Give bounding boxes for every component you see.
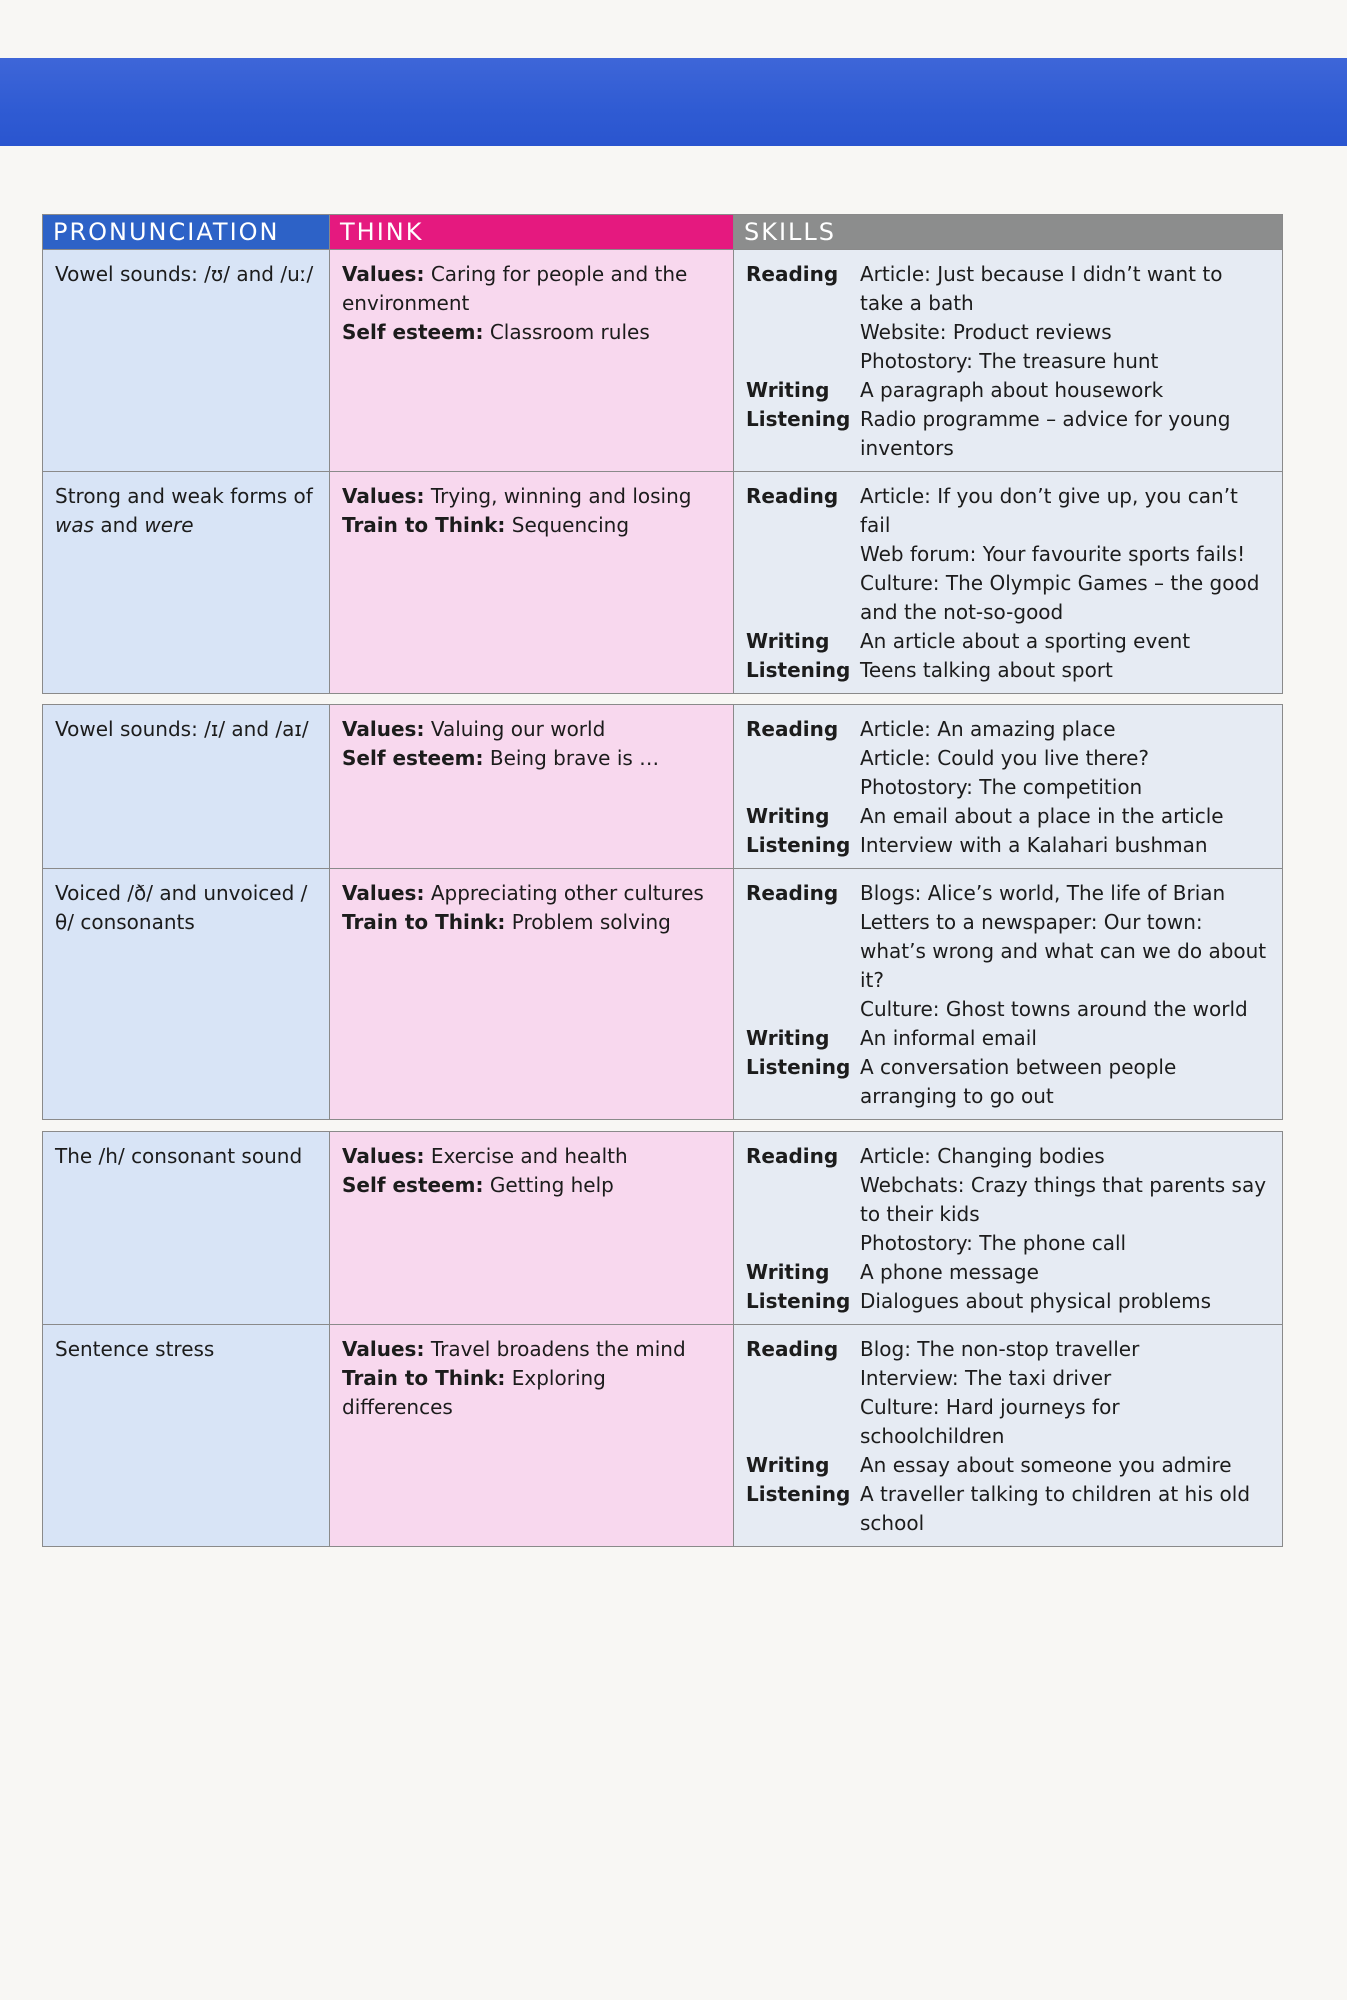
skill-label: Reading bbox=[746, 1144, 839, 1168]
skill-item: A phone message bbox=[860, 1260, 1039, 1284]
skill-label: Reading bbox=[746, 484, 839, 508]
think-label: Values: bbox=[342, 717, 425, 741]
pronunciation-emphasis: was bbox=[55, 513, 95, 537]
skill-item: Photostory: The treasure hunt bbox=[860, 349, 1159, 373]
think-label: Values: bbox=[342, 484, 425, 508]
skill-label: Reading bbox=[746, 717, 839, 741]
skill-item: Article: An amazing place bbox=[860, 717, 1116, 741]
skill-label: Listening bbox=[746, 833, 851, 857]
think-line bbox=[342, 744, 721, 773]
table-row bbox=[43, 1132, 1283, 1325]
think-line bbox=[342, 715, 721, 744]
skill-item: Photostory: The phone call bbox=[860, 1231, 1127, 1255]
skill-item: Webchats: Crazy things that parents say to their kids bbox=[860, 1173, 1267, 1226]
skill-label: Listening bbox=[746, 1482, 851, 1506]
pronunciation-text: Voiced /ð/ and unvoiced /θ/ consonants bbox=[55, 881, 308, 934]
think-label: Self esteem: bbox=[342, 320, 484, 344]
think-line bbox=[342, 511, 721, 540]
think-text: Sequencing bbox=[511, 513, 630, 537]
skill-row-listening bbox=[746, 405, 1270, 463]
skills-cell bbox=[734, 869, 1283, 1120]
skill-label: Reading bbox=[746, 881, 839, 905]
skill-label: Writing bbox=[746, 378, 830, 402]
skill-label: Listening bbox=[746, 658, 851, 682]
table-row bbox=[43, 250, 1283, 472]
think-text: Being brave is … bbox=[489, 746, 660, 770]
think-line bbox=[342, 1364, 721, 1422]
skill-item: An article about a sporting event bbox=[860, 629, 1191, 653]
think-label: Self esteem: bbox=[342, 1173, 484, 1197]
skill-item: Article: Changing bodies bbox=[860, 1144, 1105, 1168]
skill-row-reading bbox=[746, 1142, 1270, 1258]
skill-item: Blog: The non-stop traveller bbox=[860, 1337, 1140, 1361]
think-text: Trying, winning and losing bbox=[430, 484, 692, 508]
pronunciation-cell bbox=[43, 1325, 330, 1547]
skill-item: An email about a place in the article bbox=[860, 804, 1224, 828]
pronunciation-text: Vowel sounds: /ʊ/ and /uː/ bbox=[55, 262, 314, 286]
think-cell bbox=[330, 250, 734, 472]
think-line bbox=[342, 1142, 721, 1171]
pronunciation-text: The /h/ consonant sound bbox=[55, 1144, 303, 1168]
think-label: Self esteem: bbox=[342, 746, 484, 770]
skill-item: Blogs: Alice’s world, The life of Brian bbox=[860, 881, 1226, 905]
skill-label: Writing bbox=[746, 1026, 830, 1050]
think-label: Values: bbox=[342, 262, 425, 286]
think-label: Values: bbox=[342, 881, 425, 905]
think-cell bbox=[330, 1325, 734, 1547]
skill-item: Teens talking about sport bbox=[860, 658, 1113, 682]
skill-item: Web forum: Your favourite sports fails! bbox=[860, 542, 1246, 566]
header-skills: SKILLS bbox=[734, 215, 1283, 250]
pronunciation-cell bbox=[43, 1132, 330, 1325]
pronunciation-text: Sentence stress bbox=[55, 1337, 215, 1361]
skill-row-listening bbox=[746, 1480, 1270, 1538]
think-text: Problem solving bbox=[511, 910, 671, 934]
think-line bbox=[342, 318, 721, 347]
think-text: Valuing our world bbox=[430, 717, 606, 741]
think-text: Exercise and health bbox=[430, 1144, 628, 1168]
think-line bbox=[342, 908, 721, 937]
skill-row-reading bbox=[746, 482, 1270, 627]
header-band bbox=[0, 58, 1347, 146]
skill-label: Listening bbox=[746, 1289, 851, 1313]
skill-label: Listening bbox=[746, 407, 851, 431]
skill-item: Article: Could you live there? bbox=[860, 746, 1149, 770]
skill-label: Listening bbox=[746, 1055, 851, 1079]
think-text: Appreciating other cultures bbox=[430, 881, 704, 905]
pronunciation-cell bbox=[43, 869, 330, 1120]
skill-label: Writing bbox=[746, 1453, 830, 1477]
skill-item: A paragraph about housework bbox=[860, 378, 1164, 402]
skills-cell bbox=[734, 705, 1283, 869]
skill-label: Writing bbox=[746, 1260, 830, 1284]
skill-item: Website: Product reviews bbox=[860, 320, 1112, 344]
skill-item: Culture: Hard journeys for schoolchildren bbox=[860, 1395, 1120, 1448]
skill-item: An informal email bbox=[860, 1026, 1037, 1050]
skill-item: Interview with a Kalahari bushman bbox=[860, 833, 1208, 857]
think-line bbox=[342, 482, 721, 511]
think-line bbox=[342, 1335, 721, 1364]
skill-item: Photostory: The competition bbox=[860, 775, 1143, 799]
skill-item: Letters to a newspaper: Our town: what’s wrong and what can we do about it? bbox=[860, 910, 1267, 992]
table-row bbox=[43, 705, 1283, 869]
skill-label: Writing bbox=[746, 804, 830, 828]
skill-row-writing bbox=[746, 802, 1270, 831]
syllabus-table-block-2 bbox=[42, 704, 1282, 1120]
skill-label: Reading bbox=[746, 1337, 839, 1361]
skill-row-reading bbox=[746, 879, 1270, 1024]
skills-cell bbox=[734, 1325, 1283, 1547]
think-line bbox=[342, 1171, 721, 1200]
skill-row-listening bbox=[746, 1287, 1270, 1316]
skill-row-writing bbox=[746, 376, 1270, 405]
skill-row-listening bbox=[746, 1053, 1270, 1111]
skills-cell bbox=[734, 472, 1283, 694]
table-header-row bbox=[43, 215, 1283, 250]
skill-label: Writing bbox=[746, 629, 830, 653]
pronunciation-cell bbox=[43, 472, 330, 694]
skill-item: Culture: The Olympic Games – the good and the not-so-good bbox=[860, 571, 1260, 624]
syllabus-table-block-3 bbox=[42, 1131, 1282, 1547]
table-row bbox=[43, 869, 1283, 1120]
skill-row-writing bbox=[746, 1258, 1270, 1287]
think-cell bbox=[330, 705, 734, 869]
skill-row-reading bbox=[746, 1335, 1270, 1451]
think-label: Train to Think: bbox=[342, 1366, 506, 1390]
skills-cell bbox=[734, 250, 1283, 472]
skill-row-reading bbox=[746, 260, 1270, 376]
skills-cell bbox=[734, 1132, 1283, 1325]
skill-item: Interview: The taxi driver bbox=[860, 1366, 1112, 1390]
skill-row-reading bbox=[746, 715, 1270, 802]
skill-row-writing bbox=[746, 1024, 1270, 1053]
think-cell bbox=[330, 1132, 734, 1325]
skill-item: A traveller talking to children at his old school bbox=[860, 1482, 1251, 1535]
think-label: Train to Think: bbox=[342, 910, 506, 934]
skill-row-writing bbox=[746, 627, 1270, 656]
syllabus-table-block-1 bbox=[42, 214, 1282, 694]
skill-item: An essay about someone you admire bbox=[860, 1453, 1232, 1477]
skill-row-listening bbox=[746, 831, 1270, 860]
table-row bbox=[43, 1325, 1283, 1547]
pronunciation-cell bbox=[43, 705, 330, 869]
skill-item: Radio programme – advice for young inventors bbox=[860, 407, 1231, 460]
pronunciation-cell bbox=[43, 250, 330, 472]
think-label: Train to Think: bbox=[342, 513, 506, 537]
table-row bbox=[43, 472, 1283, 694]
skill-item: Culture: Ghost towns around the world bbox=[860, 997, 1248, 1021]
think-text: Caring for people and the environment bbox=[342, 262, 688, 315]
pronunciation-text: Strong and weak forms of bbox=[55, 484, 313, 508]
think-line bbox=[342, 260, 721, 318]
think-label: Values: bbox=[342, 1144, 425, 1168]
think-cell bbox=[330, 472, 734, 694]
think-text: Travel broadens the mind bbox=[430, 1337, 686, 1361]
skill-item: Article: If you don’t give up, you can’t fail bbox=[860, 484, 1238, 537]
think-line bbox=[342, 879, 721, 908]
skill-label: Reading bbox=[746, 262, 839, 286]
think-text: Classroom rules bbox=[489, 320, 650, 344]
skill-row-listening bbox=[746, 656, 1270, 685]
think-cell bbox=[330, 869, 734, 1120]
think-text: Exploring differences bbox=[342, 1366, 606, 1419]
skill-row-writing bbox=[746, 1451, 1270, 1480]
think-text: Getting help bbox=[489, 1173, 614, 1197]
pronunciation-emphasis: were bbox=[144, 513, 194, 537]
header-think: THINK bbox=[330, 215, 734, 250]
think-label: Values: bbox=[342, 1337, 425, 1361]
skill-item: Dialogues about physical problems bbox=[860, 1289, 1212, 1313]
skill-item: Article: Just because I didn’t want to take a bath bbox=[860, 262, 1223, 315]
pronunciation-text: and bbox=[94, 513, 145, 537]
pronunciation-text: Vowel sounds: /ɪ/ and /aɪ/ bbox=[55, 717, 309, 741]
header-pronunciation: PRONUNCIATION bbox=[43, 215, 330, 250]
skill-item: A conversation between people arranging to go out bbox=[860, 1055, 1177, 1108]
